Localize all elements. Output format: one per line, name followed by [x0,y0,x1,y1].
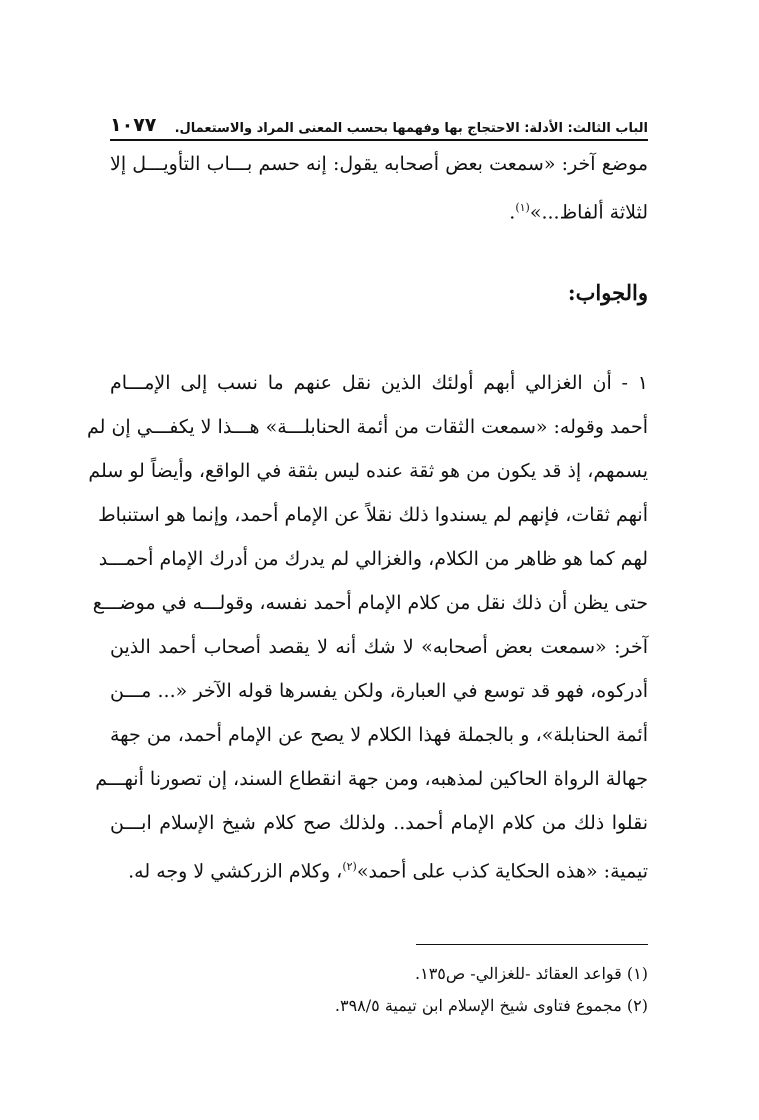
period: . [509,201,516,224]
footnote-ref: (٢) [342,860,357,873]
footnote-separator [416,944,648,945]
chapter-title: الباب الثالث: الأدلة: الاحتجاج بها وفهمها بحسب المعنى المراد والاستعمال. [174,121,648,136]
answer-paragraph [86,361,648,889]
text-line: ١ - أن الغزالي أبهم أولئك الذين نقل عنهم ما نسب إلى الإمـــام [110,372,648,394]
text-line: جهالة الرواة الحاكين لمذهبه، ومن جهة انقطاع السند، إن تصورنا أنهـــم [95,768,648,790]
text-line: لهم كما هو ظاهر من الكلام، والغزالي لم يدرك من أدرك الإمام أحمـــد [98,548,648,570]
quote-text: لثلاثة ألفاظ...» [529,201,648,224]
text-line: آخر: «سمعت بعض أصحابه» لا شك أنه لا يقصد أصحاب أحمد الذين [110,636,648,658]
text-line [110,186,648,230]
text-line: أنهم ثقات، فإنهم لم يسندوا ذلك نقلاً عن الإمام أحمد، وإنما هو استنباط [98,504,648,526]
text-line: موضع آخر: «سمعت بعض أصحابه يقول: إنه حسم بـــاب التأويـــل إلا [110,153,648,175]
footnote-item: (١) قواعد العقائد -للغزالي- ص١٣٥. [415,964,648,983]
text-line: نقلوا ذلك من كلام الإمام أحمد.. ولذلك صح كلام شيخ الإسلام ابـــن [110,812,648,834]
intro-paragraph [110,142,648,230]
section-heading: والجواب: [567,280,648,305]
text-tail: ، وكلام الزركشي لا وجه له. [128,860,343,883]
text-line: أحمد وقوله: «سمعت الثقات من أئمة الحنابلـــة» هـــذا لا يكفـــي إن لم [86,416,648,438]
quote-text: تيمية: «هذه الحكاية كذب على أحمد» [356,860,648,883]
text-line [110,845,648,889]
running-header [110,112,648,136]
text-line: يسمهم، إذ قد يكون من هو ثقة عنده ليس بثقة في الواقع، وأيضاً لو سلم [88,460,648,482]
text-line: حتى يظن أن ذلك نقل من كلام الإمام أحمد نفسه، وقولـــه في موضـــع [92,592,648,614]
header-rule [110,139,648,141]
footnotes [335,958,648,1022]
footnote-item: (٢) مجموع فتاوى شيخ الإسلام ابن تيمية ٣٩٨/٥. [334,996,648,1015]
footnote-ref: (١) [515,201,530,214]
text-line: أئمة الحنابلة»، و بالجملة فهذا الكلام لا يصح عن الإمام أحمد، من جهة [110,724,648,746]
page-number: ١٠٧٧ [110,114,157,136]
text-line: أدركوه، فهو قد توسع في العبارة، ولكن يفسرها قوله الآخر «... مـــن [110,680,648,702]
